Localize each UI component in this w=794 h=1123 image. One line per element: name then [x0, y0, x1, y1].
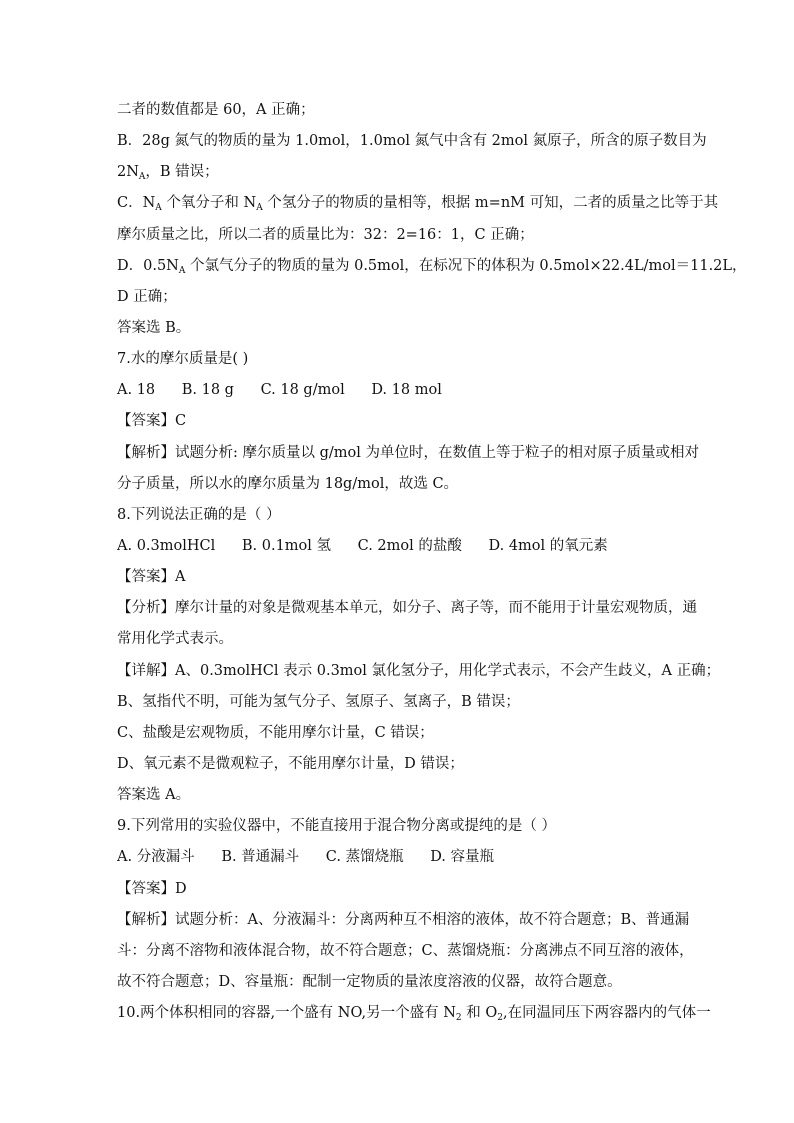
text-line: B、氢指代不明，可能为氢气分子、氢原子、氢离子，B 错误； [117, 693, 520, 710]
detail-line: 【详解】A、0.3molHCl 表示 0.3mol 氯化氢分子，用化学式表示，不会产生歧义，A 正确； [117, 662, 721, 679]
question-9-options [117, 842, 683, 873]
text-line: 摩尔质量之比，所以二者的质量比为：32：2=16：1，C 正确； [117, 226, 534, 243]
option-d: D. 4mol 的氧元素 [488, 537, 608, 554]
question-7-stem: 7.水的摩尔质量是( ) [117, 351, 249, 368]
option-c: C. 2mol 的盐酸 [357, 537, 462, 554]
analysis-line: 【分析】摩尔计量的对象是微观基本单元，如分子、离子等，而不能用于计量宏观物质，通 [117, 600, 697, 617]
option-a: A. 18 [117, 382, 156, 399]
text-line: $2N_A$，B 错误； [117, 164, 219, 183]
text-line: 常用化学式表示。 [117, 631, 233, 648]
text-line: 答案选 B。 [117, 319, 191, 336]
option-b: B. 18 g [181, 382, 234, 399]
text-line: 答案选 A。 [117, 787, 191, 804]
question-7-options [117, 375, 683, 406]
text-line: 二者的数值都是 60，A 正确； [117, 102, 315, 118]
text-line: 故不符合题意；D、容量瓶：配制一定物质的量浓度溶液的仪器，故符合题意。 [117, 973, 622, 990]
option-c: C. 18 g/mol [260, 382, 345, 399]
option-d: D. 容量瓶 [430, 849, 495, 866]
option-b: B. 0.1mol 氢 [241, 537, 332, 554]
question-9-stem: 9.下列常用的实验仪器中，不能直接用于混合物分离或提纯的是（ ） [117, 818, 556, 835]
option-b: B. 普通漏斗 [221, 849, 300, 866]
text-line: 分子质量，所以水的摩尔质量为 18g/mol，故选 C。 [117, 475, 459, 492]
text-line: D 正确； [117, 288, 177, 305]
document-body [117, 95, 747, 1029]
answer-line: 【答案】D [117, 880, 187, 897]
answer-line: 【答案】A [117, 569, 186, 586]
option-c: C. 蒸馏烧瓶 [325, 849, 404, 866]
option-a: A. 0.3molHCl [117, 537, 216, 554]
question-8-stem: 8.下列说法正确的是（ ） [117, 506, 281, 523]
text-line: C．$N_A$ 个氧分子和 $N_A$ 个氢分子的物质的量相等，根据 m=nM 可知，二者的质量之比等于其 [117, 195, 719, 214]
analysis-line: 【解析】试题分析：A、分液漏斗：分离两种互不相溶的液体，故不符合题意；B、普通漏 [117, 911, 690, 928]
text-line: D、氧元素不是微观粒子，不能用摩尔计量，D 错误； [117, 755, 464, 772]
analysis-line: 【解析】试题分析: 摩尔质量以 g/mol 为单位时，在数值上等于粒子的相对原子质量或相对 [117, 444, 699, 461]
option-d: D. 18 mol [371, 382, 442, 399]
text-line: D．$0.5N_A$ 个氯气分子的物质的量为 0.5mol，在标况下的体积为 0.5mol×22.4L/mol＝11.2L， [117, 257, 747, 276]
text-line: 斗：分离不溶物和液体混合物，故不符合题意；C、蒸馏烧瓶：分离沸点不同互溶的液体， [117, 942, 694, 959]
question-10-stem: 10.两个体积相同的容器,一个盛有 NO,另一个盛有 $N_2$ 和 $O_2$,在同温同压下两容器内的气体一 [117, 1005, 711, 1024]
answer-line: 【答案】C [117, 413, 187, 430]
text-line: B．28g 氮气的物质的量为 1.0mol，1.0mol 氮气中含有 2mol 氮原子，所含的原子数目为 [117, 133, 707, 150]
option-a: A. 分液漏斗 [117, 849, 195, 866]
question-8-options [117, 531, 683, 562]
text-line: C、盐酸是宏观物质，不能用摩尔计量，C 错误； [117, 724, 434, 741]
